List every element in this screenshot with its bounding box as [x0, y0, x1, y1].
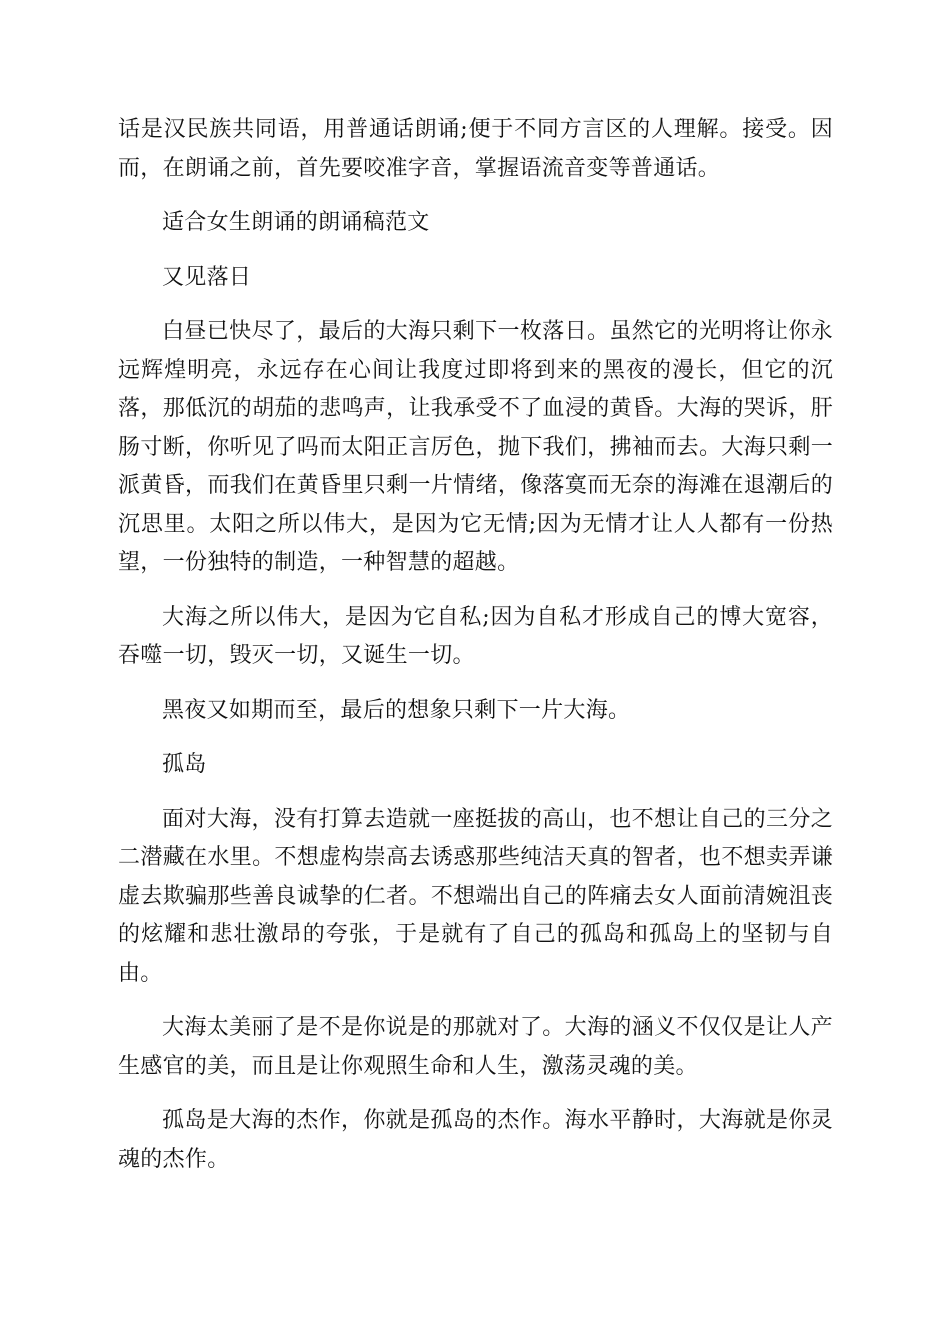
paragraph: 大海之所以伟大，是因为它自私;因为自私才形成自己的博大宽容，吞噬一切，毁灭一切，又诞生一切。	[118, 604, 833, 668]
document-body	[118, 111, 833, 1195]
section-title: 适合女生朗诵的朗诵稿范文	[162, 210, 430, 235]
poem-title-island: 孤岛	[162, 752, 207, 777]
paragraph: 白昼已快尽了，最后的大海只剩下一枚落日。虽然它的光明将让你永远辉煌明亮，永远存在心间让我度过即将到来的黑夜的漫长，但它的沉落，那低沉的胡茄的悲鸣声，让我承受不了血浸的黄昏。大海的哭诉，肝肠寸断，你听见了吗而太阳正言厉色，抛下我们，拂袖而去。大海只剩一派黄昏，而我们在黄昏里只剩一片情绪，像落寞而无奈的海滩在退潮后的沉思里。太阳之所以伟大，是因为它无情;因为无情才让人人都有一份热望，一份独特的制造，一种智慧的超越。	[118, 319, 833, 575]
poem-title-sunset: 又见落日	[162, 264, 252, 290]
paragraph: 黑夜又如期而至，最后的想象只剩下一片大海。	[162, 697, 631, 723]
paragraph: 孤岛是大海的杰作，你就是孤岛的杰作。海水平静时，大海就是你灵魂的杰作。	[118, 1108, 833, 1172]
paragraph-continuation: 话是汉民族共同语，用普通话朗诵;便于不同方言区的人理解。接受。因而，在朗诵之前，首先要咬准字音，掌握语流音变等普通话。	[118, 117, 833, 181]
paragraph: 大海太美丽了是不是你说是的那就对了。大海的涵义不仅仅是让人产生感官的美，而且是让你观照生命和人生，激荡灵魂的美。	[118, 1015, 833, 1079]
paragraph: 面对大海，没有打算去造就一座挺拔的高山，也不想让自己的三分之二潜藏在水里。不想虚构崇高去诱惑那些纯洁天真的智者，也不想卖弄谦虚去欺骗那些善良诚挚的仁者。不想端出自己的阵痛去女人面前清婉沮丧的炫耀和悲壮激昂的夸张，于是就有了自己的孤岛和孤岛上的坚韧与自由。	[118, 806, 833, 986]
